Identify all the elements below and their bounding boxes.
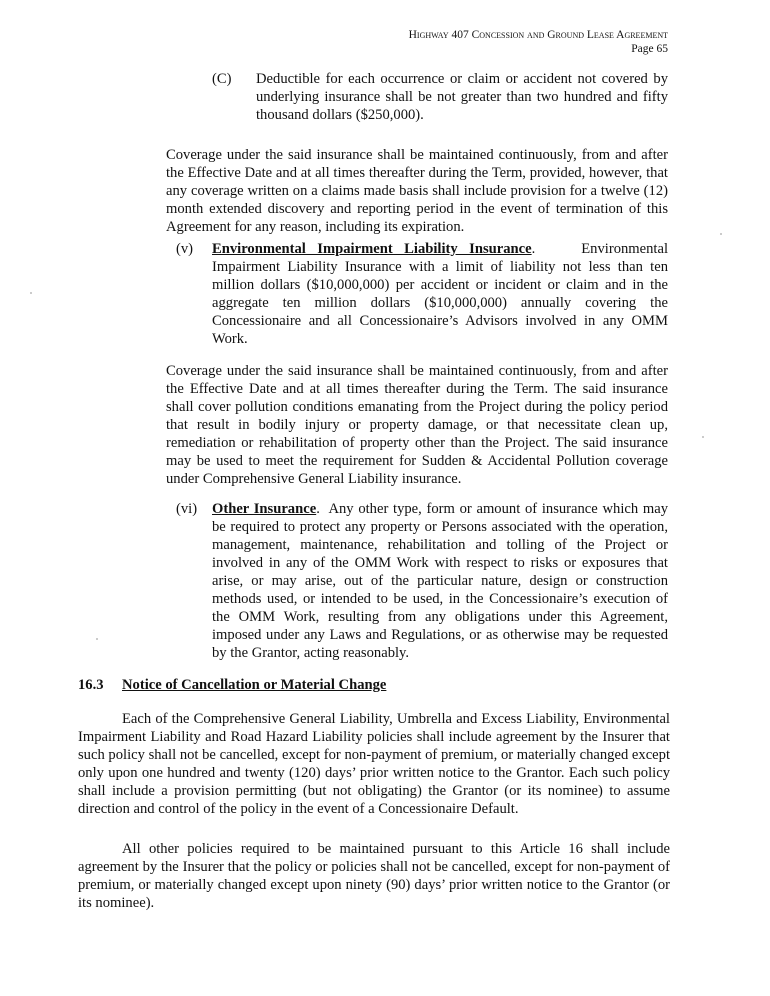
item-vi-text: Any other type, form or amount of insurance which may be required to protect any property or Persons associated with the operation, management, maintenance, rehabilitation and tolling of the Project or involved in any of the OMM Work with respect to risks or exposures that arise, or may arise, out of the particular nature, design or construction methods used, or intended to be used, in the Concessionaire’s execution of the OMM Work, resulting from any obligations under this Agreement, imposed under any Laws and Regulations, or as otherwise may be requested by the Grantor, acting reasonably. <box>212 501 668 661</box>
paragraph-coverage-claims: Coverage under the said insurance shall be maintained continuously, from and after the Effective Date and at all times thereafter during the Term, provided, however, that any coverage written on a claims made basis shall include provision for a twelve (12) month extended discovery and reporting period in the event of termination of this Agreement for any reason, including its expiration. <box>166 147 668 235</box>
scan-speck <box>30 292 32 294</box>
document-title: Highway 407 Concession and Ground Lease Agreement <box>408 29 668 41</box>
scan-speck <box>702 436 704 438</box>
paragraph-notice-cancellation: Each of the Comprehensive General Liability, Umbrella and Excess Liability, Environmental Impairment Liability and Road Hazard Liability policies shall include agreement by the Insurer that such policy shall not be cancelled, except for non-payment of premium, or materially changed except only upon one hundred and twenty (120) days’ prior written notice to the Grantor. Each such policy shall include a provision permitting (but not obligating) the Grantor (or its nominee) to assume direction and control of the policy in the event of a Concessionaire Default. <box>78 711 670 817</box>
item-vi-heading: Other Insurance <box>212 501 317 517</box>
section-title: Notice of Cancellation or Material Change <box>122 677 387 693</box>
item-vi-marker: (vi) <box>176 501 198 517</box>
scan-speck <box>96 638 98 640</box>
page-number: Page 65 <box>631 43 668 55</box>
scan-speck <box>720 233 722 235</box>
page-header <box>409 28 668 56</box>
section-number: 16.3 <box>78 677 104 693</box>
item-v-text: Environmental Impairment Liability Insurance with a limit of liability not less than ten million dollars ($10,000,000) per accident or incident or claim and in the aggregate ten million dollars ($10,000,000) annually covering the Concessionaire and all Concessionaire’s Advisors involved in any OMM Work. <box>212 241 668 347</box>
item-c-text: Deductible for each occurrence or claim or accident not covered by underlying insurance shall be not greater than two hundred and fifty thousand dollars ($250,000). <box>256 71 668 123</box>
paragraph-coverage-pollution: Coverage under the said insurance shall be maintained continuously, from and after the Effective Date and at all times thereafter during the Term. The said insurance shall cover pollution conditions emanating from the Project during the policy period that result in bodily injury or property damage, or that necessitate clean up, remediation or rehabilitation of property other than the Project. The said insurance may be used to meet the requirement for Sudden & Accidental Pollution coverage under Comprehensive General Liability insurance. <box>166 363 668 487</box>
item-v-paragraph: Environmental Impairment Liability Insurance. Environmental Impairment Liability Insurance with a limit of liability not less than ten million dollars ($10,000,000) per accident or incident or claim and in the aggregate ten million dollars ($10,000,000) annually covering the Concessionaire and all Concessionaire’s Advisors involved in any OMM Work. <box>212 241 668 347</box>
item-c-marker: (C) <box>212 71 232 87</box>
item-v-marker: (v) <box>176 241 194 257</box>
paragraph-other-policies: All other policies required to be maintained pursuant to this Article 16 shall include agreement by the Insurer that the policy or policies shall not be cancelled, except for non-payment of premium, or materially changed except upon ninety (90) days’ prior written notice to the Grantor (or its nominee). <box>78 841 670 911</box>
item-v-heading: Environmental Impairment Liability Insurance <box>212 241 532 257</box>
item-vi-paragraph: Other Insurance. Any other type, form or amount of insurance which may be required to protect any property or Persons associated with the operation, management, maintenance, rehabilitation and tolling of the Project or involved in any of the OMM Work with respect to risks or exposures that arise, or may arise, out of the particular nature, design or construction methods used, or intended to be used, in the Concessionaire’s execution of the OMM Work, resulting from any obligations under this Agreement, imposed under any Laws and Regulations, or as otherwise may be requested by the Grantor, acting reasonably. <box>212 501 668 661</box>
